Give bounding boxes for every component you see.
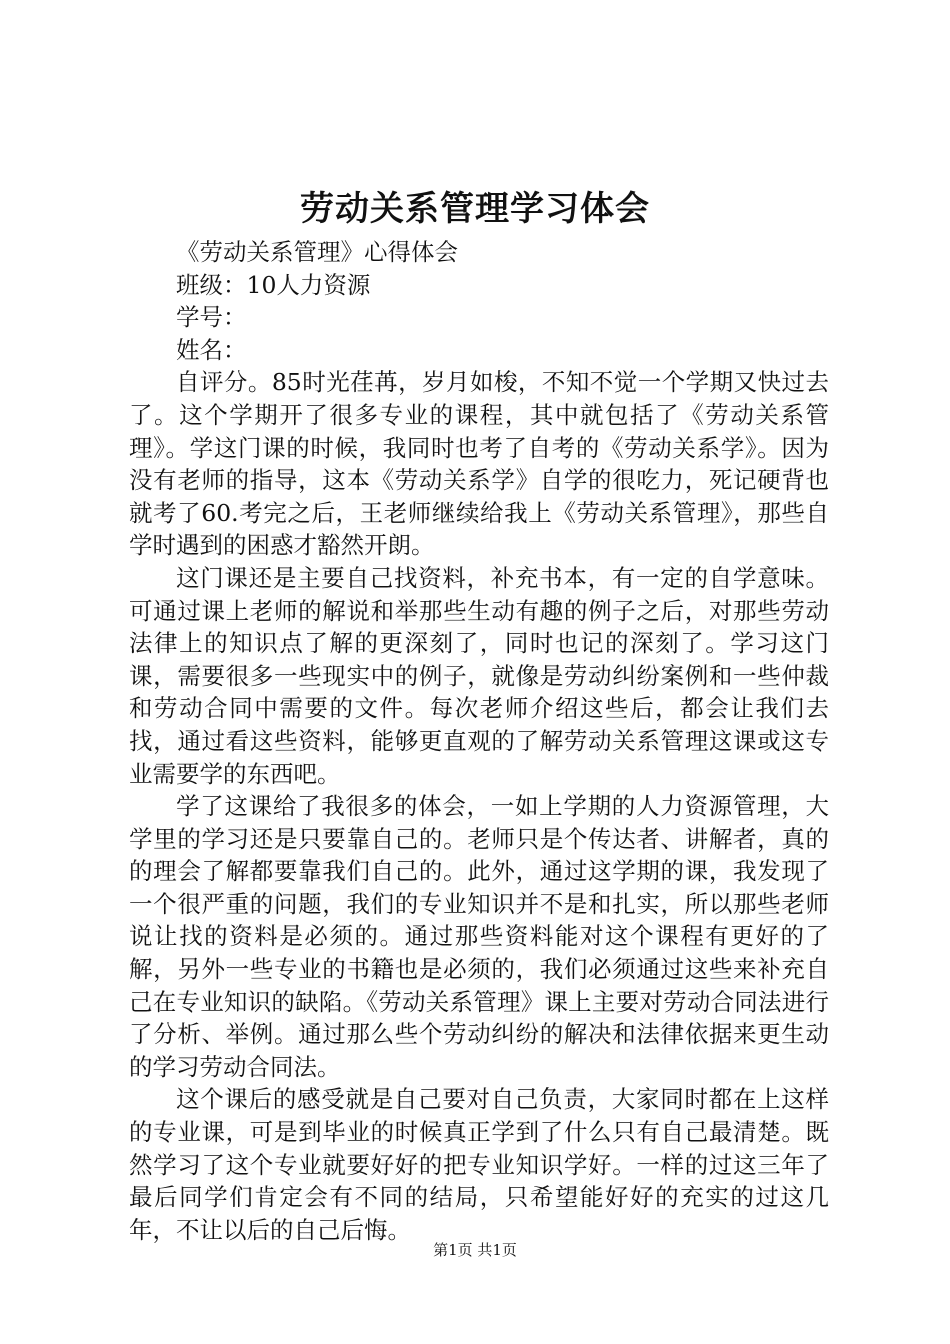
body-paragraph: 学了这课给了我很多的体会，一如上学期的人力资源管理，大学里的学习还是只要靠自己的。老师只是个传达者、讲解者，真的的理会了解都要靠我们自己的。此外，通过这学期的课，我发现了一个很严重的问题，我们的专业知识并不是和扎实，所以那些老师说让找的资料是必须的。通过那些资料能对这个课程有更好的了解，另外一些专业的书籍也是必须的，我们必须通过这些来补充自己在专业知识的缺陷。《劳动关系管理》课上主要对劳动合同法进行了分析、举例。通过那么些个劳动纠纷的解决和法律依据来更生动的学习劳动合同法。 bbox=[129, 792, 829, 1081]
document-title: 劳动关系管理学习体会 bbox=[300, 189, 650, 229]
class-line: 班级：10人力资源 bbox=[176, 270, 371, 299]
page-footer: 第1页 共1页 bbox=[433, 1241, 517, 1259]
name-line: 姓名： bbox=[176, 335, 247, 364]
subtitle-line: 《劳动关系管理》心得体会 bbox=[176, 238, 458, 266]
body-paragraph: 这门课还是主要自己找资料，补充书本，有一定的自学意味。可通过课上老师的解说和举那些生动有趣的例子之后，对那些劳动法律上的知识点了解的更深刻了，同时也记的深刻了。学习这门课，需要很多一些现实中的例子，就像是劳动纠纷案例和一些仲裁和劳动合同中需要的文件。每次老师介绍这些后，都会让我们去找，通过看这些资料，能够更直观的了解劳动关系管理这课或这专业需要学的东西吧。 bbox=[129, 563, 829, 788]
body-paragraph: 这个课后的感受就是自己要对自己负责，大家同时都在上这样的专业课，可是到毕业的时候真正学到了什么只有自己最清楚。既然学习了这个专业就要好好的把专业知识学好。一样的过这三年了最后同学们肯定会有不同的结局，只希望能好好的充实的过这几年，不让以后的自己后悔。 bbox=[129, 1085, 829, 1244]
student-id-line: 学号： bbox=[176, 303, 247, 332]
body-paragraph: 自评分。85时光荏苒，岁月如梭，不知不觉一个学期又快过去了。这个学期开了很多专业的课程，其中就包括了《劳动关系管理》。学这门课的时候，我同时也考了自考的《劳动关系学》。因为没有老师的指导，这本《劳动关系学》自学的很吃力，死记硬背也就考了60.考完之后，王老师继续给我上《劳动关系管理》，那些自学时遇到的困惑才豁然开朗。 bbox=[129, 368, 829, 560]
document-body bbox=[129, 236, 829, 1246]
